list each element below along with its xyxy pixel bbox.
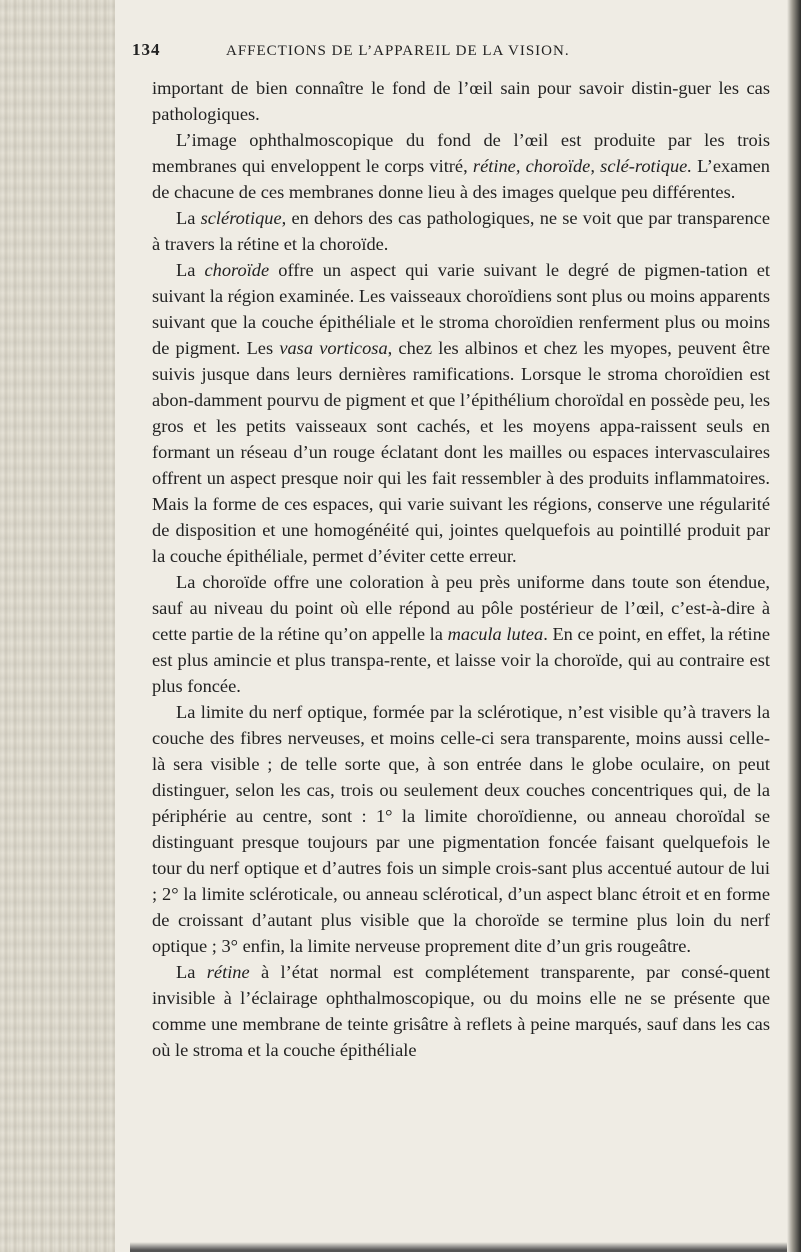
text-run: . En ce point, en effet, la rétine est plus amincie et plus transpa-rente, et laisse voir la choroïde, qui au contraire est plus foncée. <box>152 624 770 696</box>
book-binding-shadow <box>0 0 115 1252</box>
paragraph <box>152 959 770 1063</box>
page-header <box>132 40 770 60</box>
italic-term: rétine, choroïde, sclé-rotique. <box>472 156 692 176</box>
paragraph <box>152 75 770 127</box>
text-run: La <box>176 208 201 228</box>
text-run: La <box>176 962 207 982</box>
text-run: La choroïde offre une coloration à peu près uniforme dans toute son étendue, sauf au niveau du point où elle répond au pôle postérieur de l’œil, c’est-à-dire à cette partie de la rétine qu’on appelle la <box>152 572 770 644</box>
running-head: AFFECTIONS DE L’APPAREIL DE LA VISION. <box>226 43 570 59</box>
text-run: La <box>176 260 205 280</box>
page-number: 134 <box>132 40 161 59</box>
text-run: L’examen de chacune de ces membranes donne lieu à des images quelque peu différentes. <box>152 156 771 202</box>
text-run: La limite du nerf optique, formée par la sclérotique, n’est visible qu’à travers la couche des fibres nerveuses, et moins celle-ci sera transparente, moins aussi celle-là sera visible ; de telle sorte que, à son entrée dans le globe oculaire, on peut distinguer, selon les cas, trois ou seulement deux couches concentriques qui, de la périphérie au centre, sont : 1° la limite choroïdienne, ou anneau choroïdal se distinguant presque toujours par une pigmentation foncée faisant quelquefois le tour du nerf optique et d’autres fois un simple crois-sant plus accentué autour de lui ; 2° la limite scléroticale, ou anneau sclérotical, d’un aspect blanc étroit et en forme de croissant d’autant plus visible que la choroïde se termine plus loin du nerf optique ; 3° enfin, la limite nerveuse proprement dite d’un gris rougeâtre. <box>152 702 770 956</box>
italic-term: macula lutea <box>447 624 544 644</box>
italic-term: vasa vorticosa <box>279 338 388 358</box>
paragraph <box>152 205 770 257</box>
paragraph <box>152 699 770 959</box>
text-run: L’image ophthalmoscopique du fond de l’œil est produite par les trois membranes qui enveloppent le corps vitré, <box>152 130 770 176</box>
paragraph <box>152 127 770 205</box>
paragraph <box>152 569 770 699</box>
text-run: important de bien connaître le fond de l’œil sain pour savoir distin-guer les cas pathologiques. <box>152 78 770 124</box>
page-bottom-shadow <box>130 1242 787 1252</box>
italic-term: choroïde <box>204 260 270 280</box>
paragraph <box>152 257 770 569</box>
text-run: offre un aspect qui varie suivant le degré de pigmen-tation et suivant la région examinée. Les vaisseaux choroïdiens sont plus ou moins apparents suivant que la couche épithéliale et le stroma choroïdien renferment plus ou moins de pigment. Les <box>152 260 770 358</box>
text-run: , chez les albinos et chez les myopes, peuvent être suivis jusque dans leurs dernières ramifications. Lorsque le stroma choroïdien est abon-damment pourvu de pigment et que l’épithélium choroïdal en possède peu, les gros et les petits vaisseaux sont cachés, et les moyens appa-raissent seuls en formant un réseau d’un rouge éclatant dont les mailles ou espaces intervasculaires offrent un aspect presque noir qui les fait ressembler à des produits inflammatoires. Mais la forme de ces espaces, qui varie suivant les régions, conserve une régularité de disposition et une homogénéité qui, jointes quelquefois au pointillé produit par la couche épithéliale, permet d’éviter cette erreur. <box>152 338 770 566</box>
book-page <box>132 40 771 1063</box>
italic-term: sclérotique <box>200 208 282 228</box>
text-run: à l’état normal est complétement transparente, par consé-quent invisible à l’éclairage ophthalmoscopique, ou du moins elle ne se présente que comme une membrane de teinte grisâtre à reflets à peine marqués, sauf dans les cas où le stroma et la couche épithéliale <box>152 962 770 1060</box>
text-run: , en dehors des cas pathologiques, ne se voit que par transparence à travers la rétine et la choroïde. <box>152 208 770 254</box>
body-text <box>152 75 770 1063</box>
page-edge-shadow <box>787 0 801 1252</box>
italic-term: rétine <box>206 962 250 982</box>
